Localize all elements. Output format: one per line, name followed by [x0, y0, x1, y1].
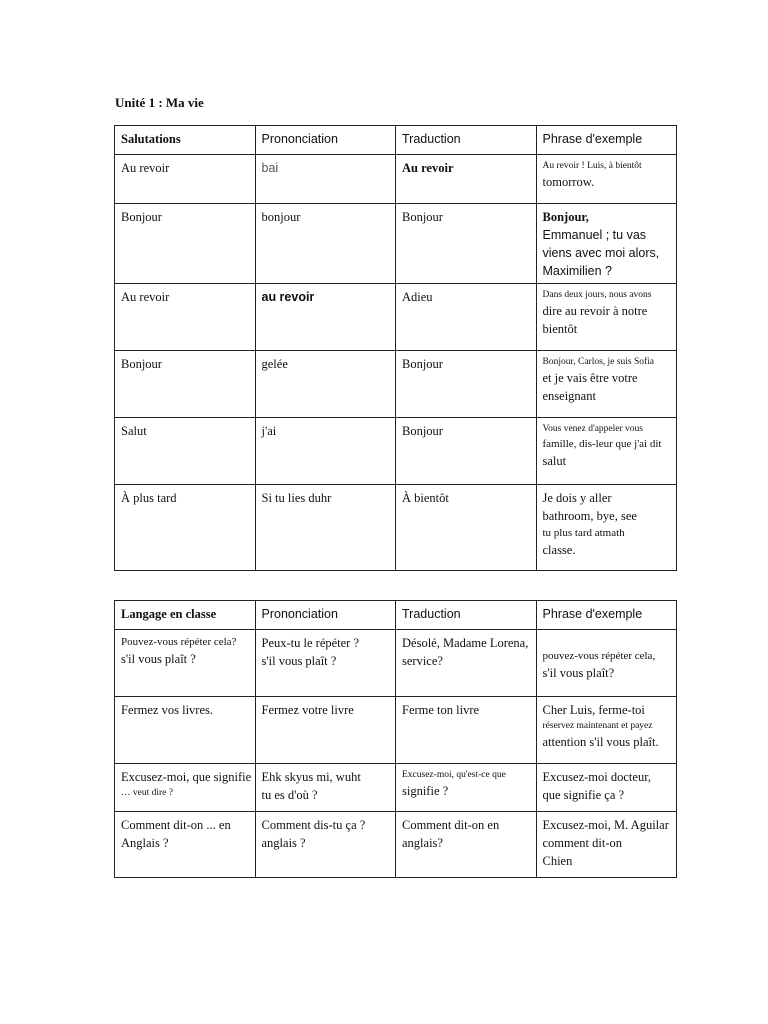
table-cell: [536, 697, 677, 764]
table-cell: [396, 630, 537, 697]
table-cell: Salut: [115, 418, 256, 485]
cell-line: que signifie ça ?: [542, 788, 625, 802]
cell-line: comment dit-on: [542, 836, 622, 850]
table-row: [115, 697, 677, 764]
cell-line: Comment dit-on ... en: [121, 818, 231, 832]
table-header-row: [115, 601, 677, 630]
cell-line: Emmanuel ; tu vas: [542, 228, 647, 242]
cell-line: Chien: [542, 854, 573, 868]
header-cell: Langage en classe: [115, 601, 256, 630]
table-cell: [396, 764, 537, 812]
cell-line: Cher Luis, ferme-toi: [542, 703, 645, 717]
cell-line: dire au revoir à notre: [542, 304, 648, 318]
header-cell: Salutations: [115, 126, 256, 155]
table-cell: Bonjour: [115, 204, 256, 284]
header-cell: Traduction: [396, 126, 537, 155]
table-row: [115, 204, 677, 284]
cell-line: Désolé, Madame Lorena,: [402, 636, 529, 650]
cell-line: s'il vous plaît ?: [121, 652, 196, 666]
cell-line: et je vais être votre: [542, 371, 638, 385]
table-cell: Adieu: [396, 284, 537, 351]
cell-line: viens avec moi alors,: [542, 246, 660, 260]
cell-line: bientôt: [542, 322, 578, 336]
cell-line: s'il vous plaît ?: [261, 654, 337, 668]
table-cell: Fermez vos livres.: [115, 697, 256, 764]
table-cell: [396, 812, 537, 878]
cell-line: signifie ?: [402, 784, 449, 798]
cell-line: tomorrow.: [542, 175, 595, 189]
cell-line: Vous venez d'appeler vous: [542, 424, 643, 434]
table-cell: bai: [255, 155, 396, 204]
table-row: [115, 155, 677, 204]
table-cell: [536, 204, 677, 284]
cell-line: salut: [542, 454, 567, 468]
cell-line: Excusez-moi docteur,: [542, 770, 651, 784]
table-row: [115, 485, 677, 571]
table-cell: Au revoir: [115, 284, 256, 351]
table-row: [115, 418, 677, 485]
page-title: Unité 1 : Ma vie: [115, 95, 204, 110]
cell-line: Bonjour,: [542, 210, 589, 224]
cell-line: anglais ?: [261, 836, 306, 850]
salutations-table: [114, 125, 677, 571]
table-cell: [115, 812, 256, 878]
cell-line: Excusez-moi, M. Aguilar: [542, 818, 669, 832]
cell-line: Maximilien ?: [542, 264, 612, 278]
table-cell: [255, 812, 396, 878]
cell-line: service?: [402, 654, 443, 668]
cell-line: tu es d'où ?: [261, 788, 318, 802]
table-row: [115, 630, 677, 697]
cell-line: Excusez-moi, qu'est-ce que: [402, 770, 506, 780]
header-cell: Phrase d'exemple: [536, 126, 677, 155]
cell-line: Bonjour, Carlos, je suis Sofia: [542, 357, 655, 367]
table-cell: [255, 764, 396, 812]
cell-line: Comment dis-tu ça ?: [261, 818, 366, 832]
header-cell: Traduction: [396, 601, 537, 630]
cell-line: Au revoir ! Luis, à bientôt: [542, 161, 642, 171]
table-cell: [536, 351, 677, 418]
cell-line: enseignant: [542, 389, 596, 403]
table-cell: Si tu lies duhr: [255, 485, 396, 571]
header-cell: Prononciation: [255, 601, 396, 630]
cell-line: anglais?: [402, 836, 443, 850]
table-cell: À bientôt: [396, 485, 537, 571]
table-row: [115, 812, 677, 878]
table-header-row: [115, 126, 677, 155]
table-cell: [536, 284, 677, 351]
table-row: [115, 764, 677, 812]
table-cell: j'ai: [255, 418, 396, 485]
header-cell: Phrase d'exemple: [536, 601, 677, 630]
table-cell: [536, 155, 677, 204]
header-cell: Prononciation: [255, 126, 396, 155]
cell-line: Ehk skyus mi, wuht: [261, 770, 361, 784]
table-cell: Bonjour: [115, 351, 256, 418]
table-cell: Fermez votre livre: [255, 697, 396, 764]
cell-line: Dans deux jours, nous avons: [542, 290, 652, 300]
cell-line: tu plus tard atmath: [542, 527, 625, 539]
cell-line: s'il vous plaît?: [542, 666, 615, 680]
cell-line: réservez maintenant et payez: [542, 721, 653, 731]
table-cell: [536, 630, 677, 697]
cell-line: classe.: [542, 543, 576, 557]
cell-line: Comment dit-on en: [402, 818, 500, 832]
table-cell: [536, 812, 677, 878]
cell-line: Je dois y aller: [542, 491, 612, 505]
cell-line: attention s'il vous plaît.: [542, 735, 659, 749]
table-cell: Au revoir: [396, 155, 537, 204]
table-cell: [255, 630, 396, 697]
table-row: [115, 284, 677, 351]
table-row: [115, 351, 677, 418]
table-cell: Au revoir: [115, 155, 256, 204]
table-cell: au revoir: [255, 284, 396, 351]
cell-line: famille, dis-leur que j'ai dit: [542, 438, 662, 450]
cell-line: pouvez-vous répéter cela,: [542, 650, 656, 662]
cell-line: Excusez-moi, que signifie: [121, 770, 252, 784]
cell-line: … veut dire ?: [121, 788, 173, 798]
table-cell: gelée: [255, 351, 396, 418]
table-cell: [115, 764, 256, 812]
cell-line: bathroom, bye, see: [542, 509, 637, 523]
cell-line: Pouvez-vous répéter cela?: [121, 636, 237, 648]
classroom-language-table: [114, 600, 677, 878]
table-cell: Bonjour: [396, 418, 537, 485]
cell-line: Peux-tu le répéter ?: [261, 636, 360, 650]
table-cell: Ferme ton livre: [396, 697, 537, 764]
table-cell: [536, 764, 677, 812]
table-cell: bonjour: [255, 204, 396, 284]
table-cell: Bonjour: [396, 204, 537, 284]
table-cell: Bonjour: [396, 351, 537, 418]
table-cell: [536, 485, 677, 571]
table-cell: [536, 418, 677, 485]
table-cell: [115, 630, 256, 697]
table-cell: À plus tard: [115, 485, 256, 571]
cell-line: Anglais ?: [121, 836, 169, 850]
